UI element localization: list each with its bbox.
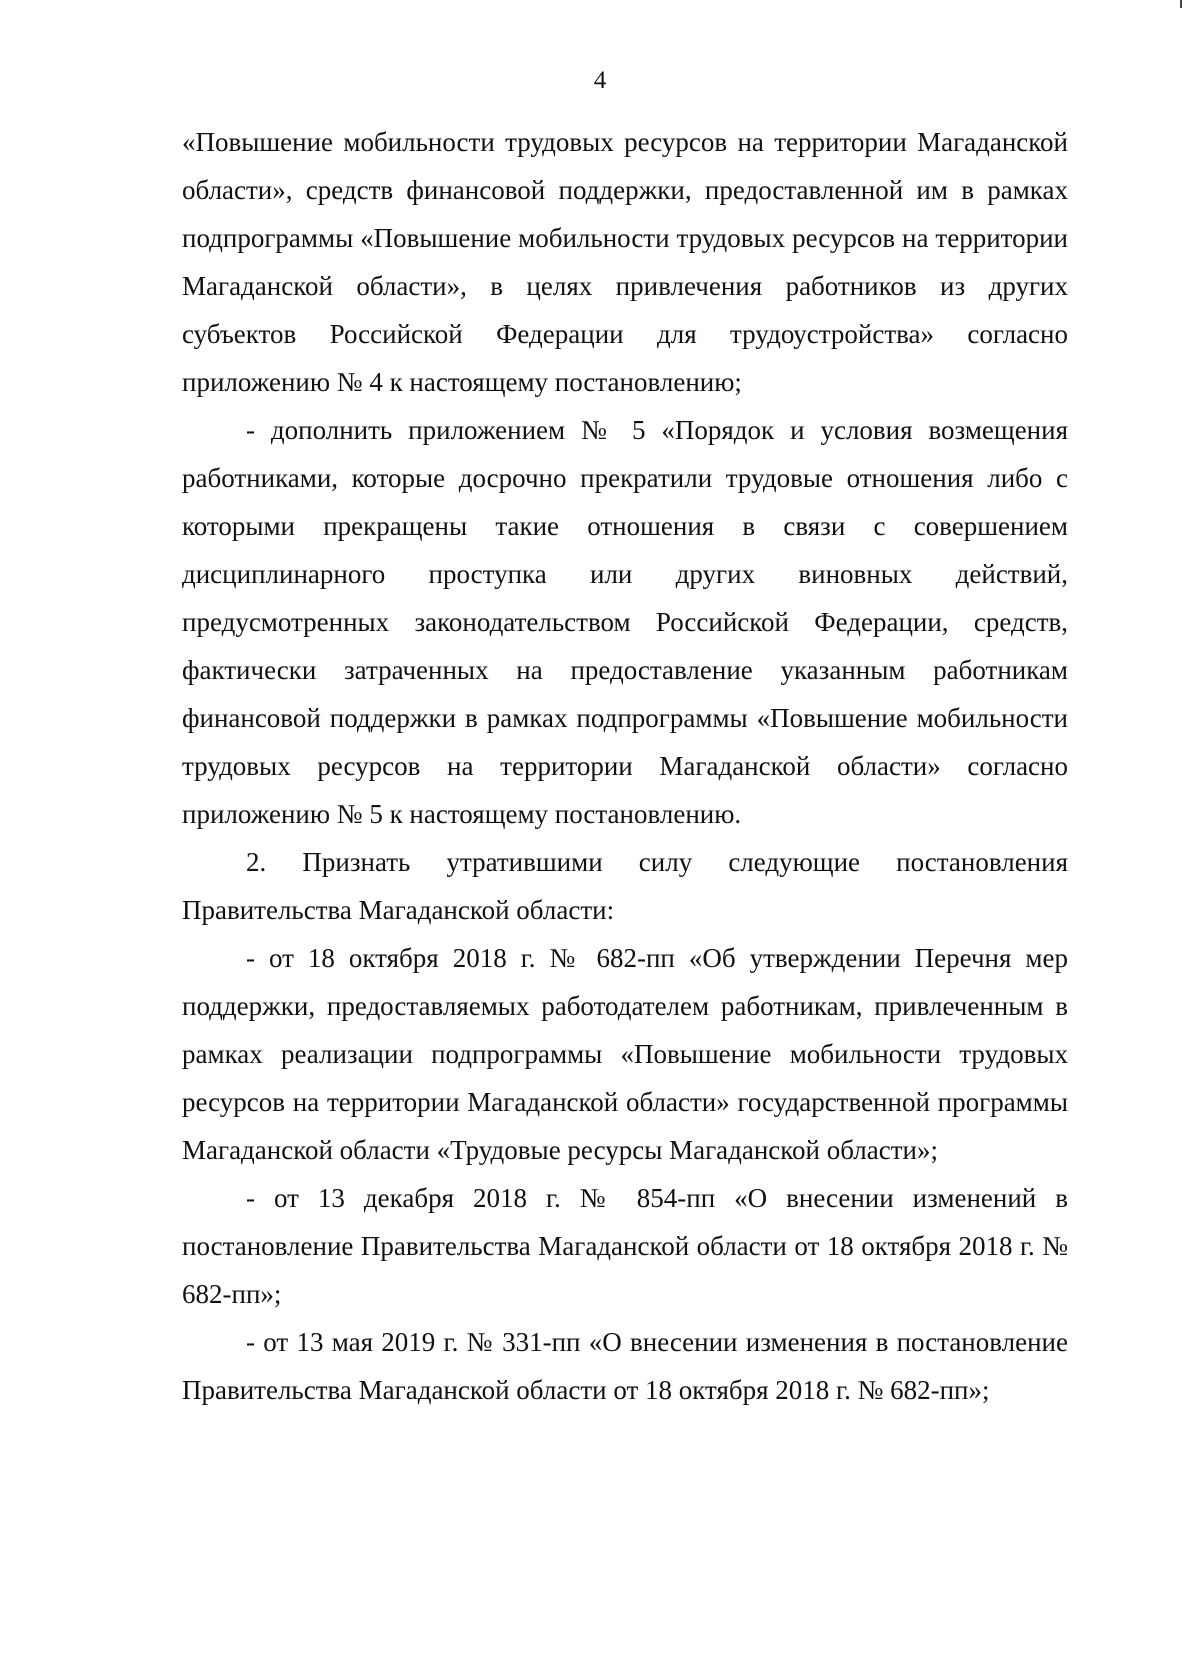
paragraph-4: - от 18 октября 2018 г. № 682-пп «Об утверждении Перечня мер поддержки, предоставляемых работодателем работникам, привлеченным в рамках реализации подпрограммы «Повышение мобильности трудовых ресурсов на территории Магаданской области» государственной программы Магаданской области «Трудовые ресурсы Магаданской области»; [182,943,1068,1165]
paragraph-5: - от 13 декабря 2018 г. № 854-пп «О внесении изменений в постановление Правительства Магаданской области от 18 октября 2018 г. № 682-пп»; [182,1183,1068,1309]
scan-mark [1180,0,1182,8]
paragraph-6: - от 13 мая 2019 г. № 331-пп «О внесении изменения в постановление Правительства Магаданской области от 18 октября 2018 г. № 682-пп»; [182,1327,1068,1405]
document-body [182,118,1068,1414]
page-number: 4 [593,67,607,94]
paragraph-1: «Повышение мобильности трудовых ресурсов на территории Магаданской области», средств финансовой поддержки, предоставленной им в рамках подпрограммы «Повышение мобильности трудовых ресурсов на территории Магаданской области», в целях привлечения работников из других субъектов Российской Федерации для трудоустройства» согласно приложению № 4 к настоящему постановлению; [182,127,1068,397]
paragraph-3: 2. Признать утратившими силу следующие постановления Правительства Магаданской области: [182,847,1068,925]
paragraph-2: - дополнить приложением № 5 «Порядок и условия возмещения работниками, которые досрочно прекратили трудовые отношения либо с которыми прекращены такие отношения в связи с совершением дисциплинарного проступка или других виновных действий, предусмотренных законодательством Российской Федерации, средств, фактически затраченных на предоставление указанным работникам финансовой поддержки в рамках подпрограммы «Повышение мобильности трудовых ресурсов на территории Магаданской области» согласно приложению № 5 к настоящему постановлению. [182,415,1068,829]
